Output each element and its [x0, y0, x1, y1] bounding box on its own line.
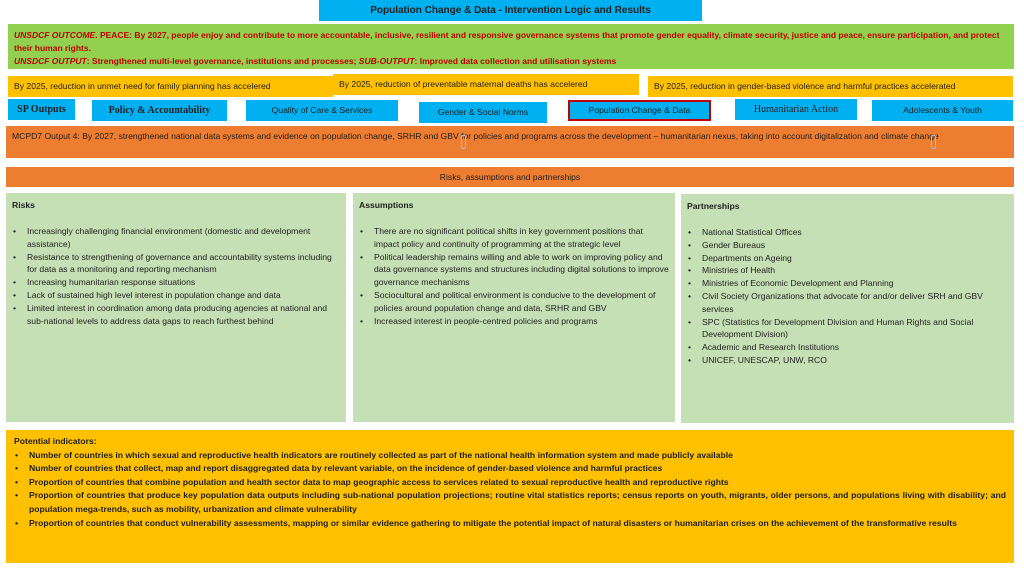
indicator-item: • Number of countries that collect, map and report disaggregated data by relevant variable, on the incidence of gender-based violence and harmful practices — [14, 462, 1006, 476]
outcome-gbv: By 2025, reduction in gender-based violence and harmful practices accelerated — [648, 76, 1013, 97]
mcpd-output-box: MCPD7 Output 4: By 2027, strengthened national data systems and evidence on population change, SRHR and GBV for policies and programs across the development – humanitarian nexus, taking into account digitalization and climate change — [6, 126, 1014, 158]
assumption-item: • There are no significant political shifts in key government positions that impact policy and continuity of programming at the strategic level — [359, 225, 669, 251]
risk-item: • Resistance to strengthening of governance and accountability systems including for data as a monitoring and reporting mechanism — [12, 251, 340, 277]
connector-handle-left — [461, 135, 466, 149]
risk-item: • Limited interest in coordination among data producing agencies at national and sub-national levels to address data gaps to reach furthest behind — [12, 302, 340, 328]
partner-item: • Departments on Ageing — [687, 252, 1008, 265]
assumption-item: • Sociocultural and political environment is conducive to the development of policies around population change and data, SRHR and GBV — [359, 289, 669, 315]
partnerships-title: Partnerships — [687, 201, 740, 211]
outcome-maternal-deaths: By 2025, reduction of preventable maternal deaths has accelered — [333, 74, 639, 95]
indicators-box — [6, 430, 1014, 563]
suboutput-label: SUB-OUTPUT — [358, 56, 415, 66]
indicator-item: • Proportion of countries that combine population and health sector data to map geographic access to services related to sexual reproductive health and reproductive rights — [14, 476, 1006, 490]
assumption-item: • Increased interest in people-centred policies and programs — [359, 315, 669, 328]
risks-title: Risks — [12, 200, 35, 210]
tab-adolescents-youth[interactable]: Adolescents & Youth — [872, 100, 1013, 121]
assumptions-title: Assumptions — [359, 200, 414, 210]
output-text: : Strengthened multi-level governance, institutions and processes; — [86, 56, 359, 66]
unsdcf-outcome-box — [8, 24, 1014, 69]
risk-item: • Lack of sustained high level interest in population change and data — [12, 289, 340, 302]
indicator-item: • Proportion of countries that produce key population data outputs including sub-national population projections; routine vital statistics reports; census reports on youth, migrants, older persons, and populations living with disability; and population mega-trends, such as mobility, urbanization and climate vulnerability — [14, 489, 1006, 516]
outcome-text: . PEACE: By 2027, people enjoy and contribute to more accountable, inclusive, resilient and responsive governance systems that promote gender equality, climate security, justice and peace, ensure participation, and protect their human rights. — [14, 30, 1000, 53]
partner-item: • Ministries of Health — [687, 264, 1008, 277]
tab-policy-accountability[interactable]: Policy & Accountability — [92, 100, 227, 121]
indicator-item: • Number of countries in which sexual and reproductive health indicators are routinely collected as part of the national health information system and made publicly available — [14, 449, 1006, 463]
assumption-item: • Political leadership remains willing and able to work on improving policy and data governance systems and structures including digital solutions to improve governance mechanisms — [359, 251, 669, 289]
tab-population-change-data[interactable]: Population Change & Data — [568, 100, 711, 121]
risks-panel — [6, 193, 346, 422]
risks-assumptions-bar: Risks, assumptions and partnerships — [6, 167, 1014, 187]
page-title: Population Change & Data - Intervention Logic and Results — [319, 0, 702, 21]
assumptions-panel — [353, 193, 675, 422]
connector-handle-right — [931, 135, 936, 149]
partner-item: • Gender Bureaus — [687, 239, 1008, 252]
partner-item: • National Statistical Offices — [687, 226, 1008, 239]
partner-item: • Academic and Research Institutions — [687, 341, 1008, 354]
partner-item: • SPC (Statistics for Development Division and Human Rights and Social Development Division) — [687, 316, 1008, 342]
risk-item: • Increasingly challenging financial environment (domestic and development assistance) — [12, 225, 340, 251]
outcome-label: UNSDCF OUTCOME — [14, 30, 96, 40]
indicators-title: Potential indicators: — [14, 436, 97, 446]
partner-item: • UNICEF, UNESCAP, UNW, RCO — [687, 354, 1008, 367]
output-label: UNSDCF OUTPUT — [14, 56, 87, 66]
indicator-item: • Proportion of countries that conduct vulnerability assessments, mapping or similar evidence gathering to mitigate the potential impact of natural disasters or humanitarian crises on the achievement of the transformative results — [14, 517, 1006, 531]
partnerships-panel — [681, 194, 1014, 423]
tab-sp-outputs[interactable]: SP Outputs — [8, 99, 75, 120]
tab-gender-social-norms[interactable]: Gender & Social Norms — [419, 102, 547, 123]
tab-humanitarian-action[interactable]: Humanitarian Action — [735, 99, 857, 120]
outcome-family-planning: By 2025, reduction in unmet need for family planning has accelered — [8, 76, 333, 97]
suboutput-text: : Improved data collection and utilisation systems — [414, 56, 617, 66]
partner-item: • Ministries of Economic Development and Planning — [687, 277, 1008, 290]
risk-item: • Increasing humanitarian response situations — [12, 276, 340, 289]
tab-quality-care[interactable]: Quality of Care & Services — [246, 100, 398, 121]
partner-item: • Civil Society Organizations that advocate for and/or deliver SRH and GBV services — [687, 290, 1008, 316]
